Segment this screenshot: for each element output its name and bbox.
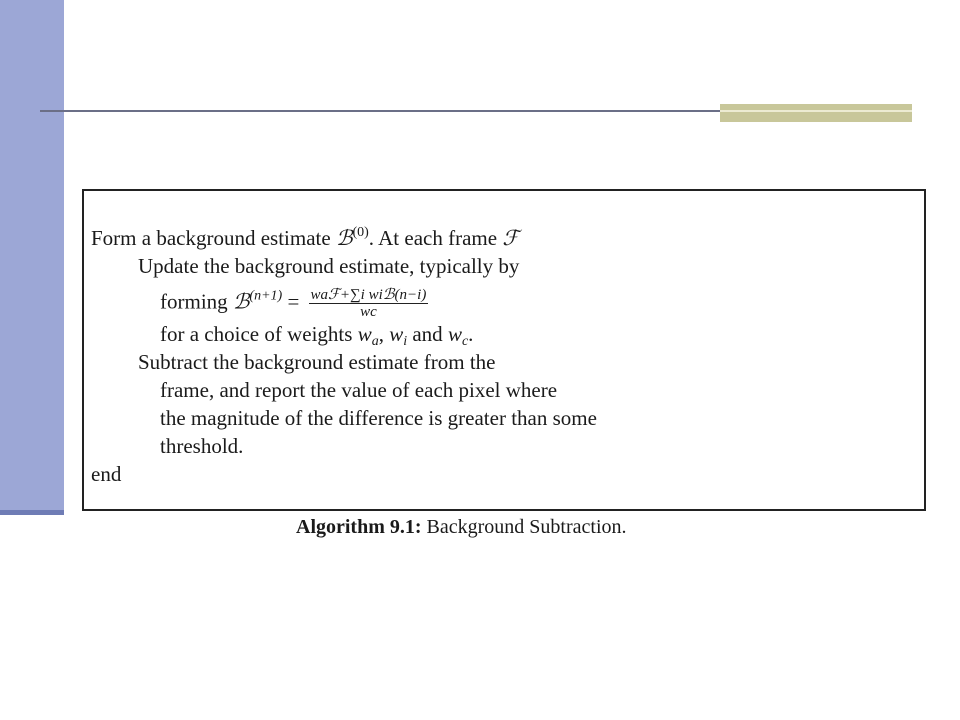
left-bar-shadow	[0, 510, 64, 515]
line-text: . At each frame	[368, 226, 503, 250]
algorithm-caption	[296, 516, 627, 539]
algorithm-line-2: Update the background estimate, typically by	[138, 254, 520, 278]
algorithm-line-6: frame, and report the value of each pixel where	[160, 378, 558, 402]
period: .	[468, 322, 474, 346]
caption-label: Algorithm 9.1:	[296, 516, 422, 538]
line-text: forming	[160, 289, 233, 314]
background-symbol: ℬ	[335, 226, 353, 250]
left-decorative-bar	[0, 0, 64, 512]
caption-text: Background Subtraction.	[426, 516, 627, 538]
superscript: (n+1)	[249, 288, 283, 304]
header-rule-line	[40, 110, 720, 112]
algorithm-line-8: threshold.	[160, 434, 244, 458]
superscript: (0)	[352, 225, 369, 240]
weight-symbol: w	[389, 322, 404, 346]
fraction-numerator: waℱ+∑i wiℬ(n−i)	[310, 287, 427, 303]
algorithm-line-3	[160, 287, 428, 320]
algorithm-line-4	[160, 321, 473, 347]
update-fraction	[309, 287, 429, 320]
subscript: c	[461, 334, 469, 349]
equals-sign: =	[282, 289, 305, 314]
fraction-denominator: wc	[360, 304, 377, 320]
algorithm-box	[82, 189, 926, 511]
header-accent-block	[720, 104, 912, 122]
weight-symbol: w	[357, 322, 372, 346]
line-text: for a choice of weights	[160, 322, 358, 346]
algorithm-line-7: the magnitude of the difference is greater than some	[160, 406, 597, 430]
line-text: Form a background estimate	[91, 226, 336, 250]
weight-symbol: w	[447, 322, 462, 346]
line-text: and	[407, 322, 448, 346]
subscript: a	[371, 334, 379, 349]
algorithm-line-5: Subtract the background estimate from the	[138, 350, 496, 374]
background-symbol: ℬ	[232, 289, 250, 314]
algorithm-line-end: end	[91, 462, 122, 486]
separator: ,	[378, 322, 390, 346]
frame-symbol: ℱ	[502, 226, 519, 250]
subscript: i	[403, 334, 408, 349]
algorithm-line-1	[91, 225, 519, 251]
